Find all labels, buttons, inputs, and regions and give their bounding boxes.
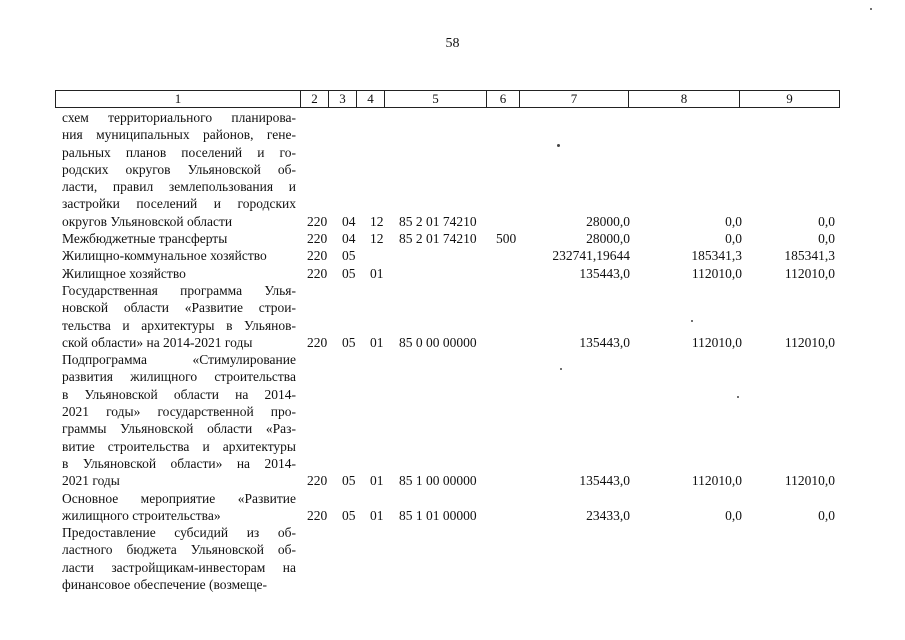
column-header-2: 2 xyxy=(301,91,329,108)
row-label-line: ской области» на 2014-2021 годы xyxy=(62,334,253,350)
cell-col-2: 220 xyxy=(307,231,328,247)
cell-col-4: 01 xyxy=(370,334,384,350)
row-label-line: тельства и архитектуры в Ульянов- xyxy=(62,317,296,333)
cell-col-4: 01 xyxy=(370,507,384,523)
cell-col-3: 04 xyxy=(342,231,356,247)
cell-col-9: 112010,0 xyxy=(784,265,835,281)
cell-col-2: 220 xyxy=(307,334,328,350)
row-label xyxy=(62,282,296,351)
column-header-1: 1 xyxy=(56,91,301,108)
row-label-line: округов Ульяновской области xyxy=(62,213,233,229)
row-label-line: Основное мероприятие «Развитие xyxy=(62,490,296,506)
cell-col-2: 220 xyxy=(307,248,328,264)
scan-speck xyxy=(737,396,739,398)
row-label-line: новской области «Развитие строи- xyxy=(62,300,296,316)
cell-col-8: 0,0 xyxy=(725,213,742,229)
cell-col-9: 0,0 xyxy=(818,507,835,523)
table-row xyxy=(0,265,905,282)
row-label-line: ластного бюджета Ульяновской об- xyxy=(62,542,296,558)
row-label-line: развития жилищного строительства xyxy=(62,369,296,385)
cell-col-5: 85 2 01 74210 xyxy=(399,213,477,229)
column-header-row xyxy=(55,90,840,108)
scan-speck xyxy=(557,144,560,147)
cell-col-2: 220 xyxy=(307,213,328,229)
row-label-line: 2021 годы» государственной про- xyxy=(62,404,296,420)
row-label-line: в Ульяновской области» на 2014- xyxy=(62,455,296,471)
cell-col-9: 185341,3 xyxy=(784,248,835,264)
cell-col-3: 05 xyxy=(342,473,356,489)
cell-col-5: 85 1 01 00000 xyxy=(399,507,477,523)
cell-col-8: 0,0 xyxy=(725,507,742,523)
cell-col-3: 05 xyxy=(342,334,356,350)
cell-col-4: 12 xyxy=(370,213,384,229)
cell-col-4: 01 xyxy=(370,473,384,489)
row-label-line: ральных планов поселений и го- xyxy=(62,144,296,160)
cell-col-6: 500 xyxy=(496,231,517,247)
row-label-line: Жилищное хозяйство xyxy=(62,265,186,281)
scan-speck xyxy=(560,368,562,370)
row-label xyxy=(62,109,296,230)
row-label-line: Подпрограмма «Стимулирование xyxy=(62,352,296,368)
column-header-7: 7 xyxy=(520,91,629,108)
cell-col-8: 185341,3 xyxy=(691,248,742,264)
column-header-5: 5 xyxy=(385,91,487,108)
row-label-line: финансовое обеспечение (возмеще- xyxy=(62,577,268,593)
column-header-8: 8 xyxy=(629,91,740,108)
table-row xyxy=(0,524,905,593)
row-label-line: в Ульяновской области на 2014- xyxy=(62,386,296,402)
row-label-line: 2021 годы xyxy=(62,473,120,489)
column-header-3: 3 xyxy=(329,91,357,108)
column-header-9: 9 xyxy=(740,91,840,108)
row-label-line: ния муниципальных районов, гене- xyxy=(62,127,296,143)
row-label xyxy=(62,230,296,247)
cell-col-2: 220 xyxy=(307,507,328,523)
row-label-line: Государственная программа Улья- xyxy=(62,282,296,298)
scan-speck xyxy=(870,8,872,10)
cell-col-4: 12 xyxy=(370,231,384,247)
cell-col-5: 85 2 01 74210 xyxy=(399,231,477,247)
table-body xyxy=(0,109,905,593)
row-label xyxy=(62,351,296,489)
cell-col-7: 135443,0 xyxy=(579,334,630,350)
cell-col-7: 135443,0 xyxy=(579,473,630,489)
row-label-line: Межбюджетные трансферты xyxy=(62,231,228,247)
cell-col-7: 23433,0 xyxy=(586,507,630,523)
column-header-6: 6 xyxy=(487,91,520,108)
cell-col-9: 0,0 xyxy=(818,231,835,247)
row-label-line: граммы Ульяновской области «Раз- xyxy=(62,421,296,437)
cell-col-7: 135443,0 xyxy=(579,265,630,281)
table-row xyxy=(0,109,905,230)
cell-col-4: 01 xyxy=(370,265,384,281)
cell-col-7: 28000,0 xyxy=(586,213,630,229)
row-label-line: Жилищно-коммунальное хозяйство xyxy=(62,248,267,264)
row-label-line: жилищного строительства» xyxy=(62,507,221,523)
cell-col-2: 220 xyxy=(307,265,328,281)
cell-col-8: 112010,0 xyxy=(691,334,742,350)
cell-col-3: 05 xyxy=(342,248,356,264)
cell-col-3: 05 xyxy=(342,265,356,281)
row-label xyxy=(62,524,296,593)
row-label-line: ласти, правил землепользования и xyxy=(62,179,296,195)
cell-col-9: 0,0 xyxy=(818,213,835,229)
cell-col-8: 0,0 xyxy=(725,231,742,247)
cell-col-3: 04 xyxy=(342,213,356,229)
cell-col-5: 85 0 00 00000 xyxy=(399,334,477,350)
cell-col-9: 112010,0 xyxy=(784,334,835,350)
table-row xyxy=(0,282,905,351)
row-label xyxy=(62,490,296,525)
cell-col-2: 220 xyxy=(307,473,328,489)
row-label-line: Предоставление субсидий из об- xyxy=(62,525,296,541)
row-label-line: ласти застройщикам-инвесторам на xyxy=(62,559,296,575)
cell-col-8: 112010,0 xyxy=(691,473,742,489)
table-row xyxy=(0,230,905,247)
table-row xyxy=(0,247,905,264)
row-label xyxy=(62,247,296,264)
row-label-line: витие строительства и архитектуры xyxy=(62,438,296,454)
row-label-line: застройки поселений и городских xyxy=(62,196,296,212)
table-row xyxy=(0,490,905,525)
cell-col-7: 232741,19644 xyxy=(552,248,630,264)
row-label-line: родских округов Ульяновской об- xyxy=(62,161,296,177)
table-row xyxy=(0,351,905,489)
scan-speck xyxy=(691,320,693,322)
cell-col-7: 28000,0 xyxy=(586,231,630,247)
page-number: 58 xyxy=(445,36,460,51)
row-label xyxy=(62,265,296,282)
column-header-4: 4 xyxy=(357,91,385,108)
cell-col-5: 85 1 00 00000 xyxy=(399,473,477,489)
row-label-line: схем территориального планирова- xyxy=(62,110,296,125)
cell-col-3: 05 xyxy=(342,507,356,523)
cell-col-9: 112010,0 xyxy=(784,473,835,489)
cell-col-8: 112010,0 xyxy=(691,265,742,281)
